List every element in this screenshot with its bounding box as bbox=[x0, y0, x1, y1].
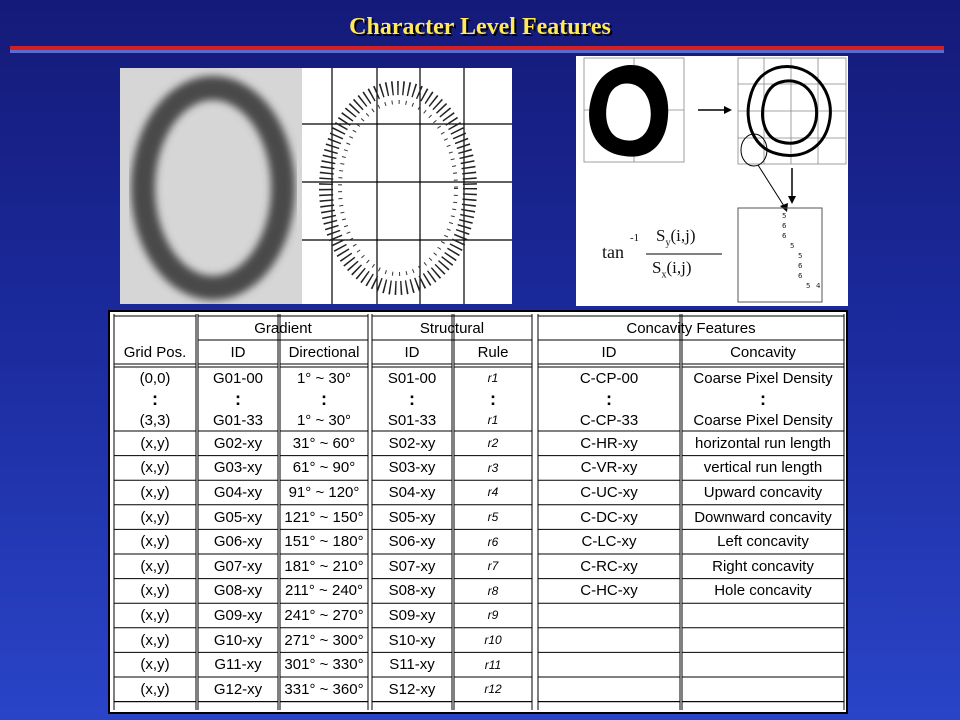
zoom-digit: 6 bbox=[798, 262, 803, 270]
table-cell bbox=[682, 603, 844, 628]
gradient-grid-image bbox=[302, 68, 512, 304]
table-cell: r6 bbox=[487, 534, 499, 549]
table-cell: Hole concavity bbox=[714, 582, 812, 600]
table-cell: 241° ~ 270° bbox=[284, 606, 364, 624]
table-cell bbox=[682, 652, 844, 677]
table-cell bbox=[538, 628, 680, 653]
table-cell: r3 bbox=[487, 460, 499, 475]
table-cell: G02-xy bbox=[213, 434, 263, 452]
column-header: Directional bbox=[288, 343, 360, 361]
table-cell: 181° ~ 210° bbox=[284, 557, 364, 575]
column-header: Grid Pos. bbox=[123, 343, 187, 361]
column-header: Rule bbox=[477, 343, 509, 361]
table-cell: Coarse Pixel Density bbox=[693, 369, 833, 387]
zoom-digit: 5 bbox=[790, 242, 795, 250]
table-cell: r8 bbox=[487, 583, 499, 598]
table-cell: (x,y) bbox=[140, 483, 170, 501]
table-cell: (0,0) bbox=[139, 369, 171, 387]
table-cell: 271° ~ 300° bbox=[284, 631, 364, 649]
table-cell: 31° ~ 60° bbox=[292, 434, 356, 452]
ellipsis-mark: : bbox=[152, 389, 158, 409]
zoom-digit: 6 bbox=[782, 222, 787, 230]
table-cell: (x,y) bbox=[140, 508, 170, 526]
table-cell: S09-xy bbox=[388, 606, 436, 624]
table-cell: Left concavity bbox=[717, 533, 809, 551]
table-cell: (x,y) bbox=[140, 680, 170, 698]
group-header: Structural bbox=[419, 319, 485, 337]
ellipsis-mark: : bbox=[490, 389, 496, 409]
table-cell bbox=[682, 677, 844, 702]
group-header: Concavity Features bbox=[626, 319, 756, 337]
table-cell: G08-xy bbox=[213, 582, 263, 600]
table-cell: G07-xy bbox=[213, 557, 263, 575]
table-cell: (x,y) bbox=[140, 631, 170, 649]
table-cell: (x,y) bbox=[140, 434, 170, 452]
contour-extraction-figure bbox=[576, 56, 848, 306]
blurred-character-image bbox=[120, 68, 302, 304]
column-header: Concavity bbox=[730, 343, 796, 361]
table-cell: C-VR-xy bbox=[580, 459, 638, 477]
formula-numerator: $S_y(i,j)$ bbox=[656, 226, 696, 249]
table-cell: vertical run length bbox=[703, 459, 823, 477]
table-cell: 1° ~ 30° bbox=[296, 369, 352, 387]
table-cell: r2 bbox=[487, 436, 499, 451]
table-cell: horizontal run length bbox=[695, 434, 831, 452]
formula-func: tan bbox=[602, 242, 624, 262]
ellipsis-mark: : bbox=[760, 389, 766, 409]
table-cell: 331° ~ 360° bbox=[284, 680, 364, 698]
table-cell: r7 bbox=[487, 559, 499, 574]
table-cell: Downward concavity bbox=[694, 508, 832, 526]
table-cell: S12-xy bbox=[388, 680, 436, 698]
table-cell: G12-xy bbox=[213, 680, 263, 698]
ellipsis-mark: : bbox=[321, 389, 327, 409]
table-cell: C-HC-xy bbox=[580, 582, 638, 600]
ellipsis-mark: : bbox=[235, 389, 241, 409]
table-cell: (3,3) bbox=[139, 411, 171, 429]
table-cell: 121° ~ 150° bbox=[284, 508, 364, 526]
table-cell: r4 bbox=[487, 485, 499, 500]
zoom-digit: 5 bbox=[806, 282, 811, 290]
table-cell: 91° ~ 120° bbox=[288, 483, 360, 501]
ellipsis-mark: : bbox=[409, 389, 415, 409]
table-cell: C-LC-xy bbox=[581, 533, 637, 551]
zoom-digit: 6 bbox=[782, 232, 787, 240]
zoom-digit: 4 bbox=[816, 282, 821, 290]
table-cell: S11-xy bbox=[389, 656, 435, 674]
table-cell: G06-xy bbox=[213, 533, 263, 551]
zoom-digit: 5 bbox=[782, 212, 787, 220]
table-cell: C-CP-00 bbox=[579, 369, 639, 387]
table-cell: S06-xy bbox=[388, 533, 436, 551]
column-header: ID bbox=[601, 343, 617, 361]
table-cell: S02-xy bbox=[388, 434, 436, 452]
title-underline bbox=[10, 46, 944, 50]
table-cell: C-HR-xy bbox=[580, 434, 638, 452]
formula-exponent: -1 bbox=[630, 232, 640, 244]
table-cell: C-CP-33 bbox=[579, 411, 639, 429]
table-cell: (x,y) bbox=[140, 606, 170, 624]
slide-title: Character Level Features bbox=[349, 14, 611, 40]
table-cell: (x,y) bbox=[140, 656, 170, 674]
table-cell: r11 bbox=[484, 657, 502, 672]
table-cell bbox=[538, 652, 680, 677]
table-cell: r5 bbox=[487, 510, 499, 525]
table-cell: Coarse Pixel Density bbox=[693, 411, 833, 429]
table-cell: S05-xy bbox=[388, 508, 436, 526]
table-cell: Right concavity bbox=[712, 557, 814, 575]
table-cell: (x,y) bbox=[140, 533, 170, 551]
table-cell: 61° ~ 90° bbox=[292, 459, 356, 477]
table-cell: G05-xy bbox=[213, 508, 263, 526]
table-cell: G04-xy bbox=[213, 483, 263, 501]
table-cell: G09-xy bbox=[213, 606, 263, 624]
table-cell: S07-xy bbox=[388, 557, 436, 575]
column-header: ID bbox=[230, 343, 246, 361]
table-cell: r1 bbox=[487, 371, 499, 385]
table-cell: S01-00 bbox=[387, 369, 437, 387]
table-cell: (x,y) bbox=[140, 459, 170, 477]
table-cell: r9 bbox=[487, 608, 499, 623]
table-cell: r12 bbox=[484, 682, 502, 697]
zoom-digit: 6 bbox=[798, 272, 803, 280]
table-cell: S10-xy bbox=[388, 631, 436, 649]
table-cell: G10-xy bbox=[213, 631, 263, 649]
table-cell: 301° ~ 330° bbox=[284, 656, 364, 674]
table-cell bbox=[538, 677, 680, 702]
table-cell: G03-xy bbox=[213, 459, 263, 477]
table-cell: C-RC-xy bbox=[580, 557, 638, 575]
table-cell bbox=[538, 603, 680, 628]
group-header: Gradient bbox=[254, 319, 312, 337]
table-cell: Upward concavity bbox=[703, 483, 823, 501]
table-cell bbox=[682, 628, 844, 653]
table-cell: 1° ~ 30° bbox=[296, 411, 352, 429]
formula-denominator: $S_x(i,j)$ bbox=[652, 258, 692, 281]
table-cell: C-UC-xy bbox=[580, 483, 638, 501]
feature-table bbox=[108, 310, 848, 714]
table-cell: (x,y) bbox=[140, 582, 170, 600]
table-cell: S03-xy bbox=[388, 459, 436, 477]
table-cell: 151° ~ 180° bbox=[284, 533, 364, 551]
table-cell: S01-33 bbox=[387, 411, 437, 429]
ellipsis-mark: : bbox=[606, 389, 612, 409]
zoom-digit: 5 bbox=[798, 252, 803, 260]
table-cell: (x,y) bbox=[140, 557, 170, 575]
table-cell: 211° ~ 240° bbox=[284, 582, 364, 600]
table-cell: C-DC-xy bbox=[580, 508, 638, 526]
table-cell: G11-xy bbox=[214, 656, 262, 674]
table-cell: r1 bbox=[487, 413, 499, 427]
table-cell: r10 bbox=[484, 633, 502, 648]
table-cell: S04-xy bbox=[388, 483, 436, 501]
table-cell: G01-00 bbox=[212, 369, 264, 387]
column-header: ID bbox=[404, 343, 420, 361]
table-cell: G01-33 bbox=[212, 411, 264, 429]
table-cell: S08-xy bbox=[388, 582, 436, 600]
